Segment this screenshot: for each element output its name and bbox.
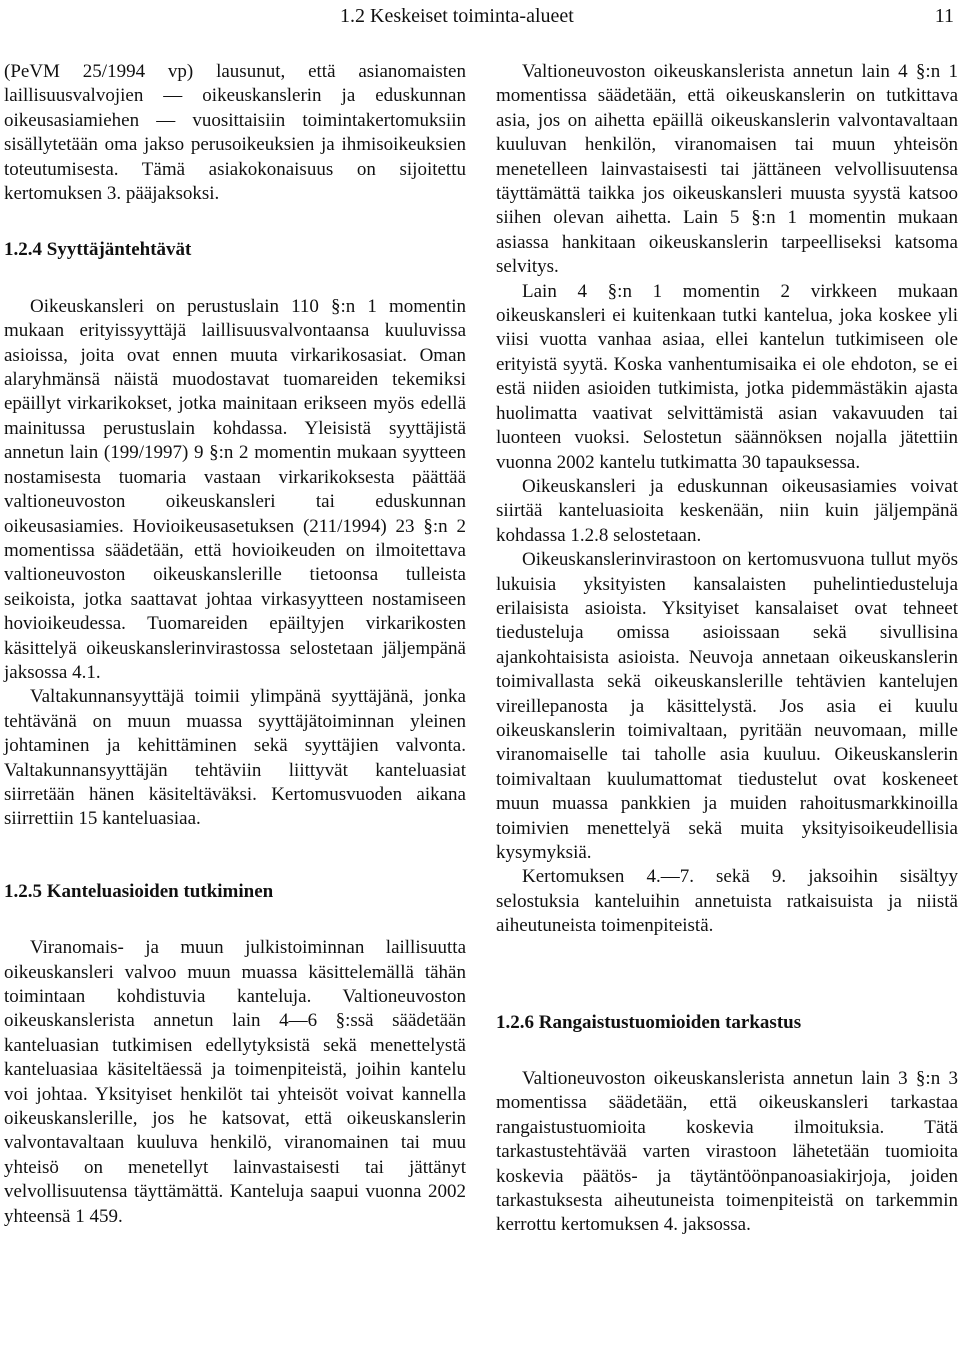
paragraph: Kertomuksen 4.—7. sekä 9. jaksoihin sisältyy selostuksia kanteluihin annetuista ratkaisuista ja niistä aiheutuneista toimenpiteistä. xyxy=(496,866,958,937)
left-column xyxy=(4,60,466,1229)
paragraph: Oikeuskansleri ja eduskunnan oikeusasiamies voivat siirtää kanteluasioita keskenään, niin kuin jäljempänä kohdassa 1.2.8 selostetaan. xyxy=(496,475,958,546)
paragraph: Valtioneuvoston oikeuskanslerista annetun lain 4 §:n 1 momentissa säädetään, että oikeuskanslerin on tutkittava asia, jos on aihetta epäillä oikeuskanslerin valvontavaltaan kuuluvan henkilön, viranomaisen tai muun yhteisön menetelleen lainvastaisesti tai jättäneen velvollisuutensa täyttämättä taikka jos oikeuskansleri muusta syystä katsoo siihen olevan aihetta. Lain 5 §:n 1 momentin mukaan asiassa hankitaan oikeuskanslerin tarpeelliseksi katsoma selvitys. xyxy=(496,61,958,278)
running-header xyxy=(0,0,960,32)
paragraph: Oikeuskanslerinvirastoon on kertomusvuona tullut myös lukuisia yksityisten kansalaisten puhelintiedusteluja erilaisista asioista. Yksityiset kansalaiset ovat tehneet tiedusteluja omissa asioissaan sekä sivullisina ajankohtaisista asioista. Neuvoja annetaan oikeuskanslerin toimivallasta sekä oikeuskanslerille tehtävien kantelujen vireillepanosta ja käsittelystä. Jos asia ei kuulu oikeuskanslerin toimivaltaan, pyritään neuvomaan, mille viranomaiselle tai taholle asia kuuluu. Oikeuskanslerin toimivaltaan kuulumattomat tiedustelut ovat koskeneet muun muassa pankkien ja muiden rahoitusmarkkinoilla toimivien menettelyä sekä muita yksityisoikeudellisia kysymyksiä. xyxy=(496,549,958,863)
intro-paragraph: (PeVM 25/1994 vp) lausunut, että asianomaisten laillisuusvalvojien — oikeuskanslerin ja eduskunnan oikeusasiamiehen — vuosittaisiin toimintakertomuksiin sisällytetään oma jakso perusoikeuksien ja ihmisoikeuksien toteutumisesta. Tämä asiakokonaisuus on sijoitettu kertomuksen 3. pääjaksoksi. xyxy=(4,61,466,205)
section-heading-1-2-5: 1.2.5 Kanteluasioiden tutkiminen xyxy=(4,880,274,902)
right-column xyxy=(496,60,958,1238)
paragraph: Valtakunnansyyttäjä toimii ylimpänä syyttäjänä, jonka tehtävänä on muun muassa syyttäjätoiminnan yleinen johtaminen ja kehittäminen sekä syyttäjien valvonta. Valtakunnansyyttäjän tehtäviin liittyvät kanteluasiat siirretään hänen käsiteltäväksi. Kertomusvuoden aikana siirrettiin 15 kanteluasiaa. xyxy=(4,686,466,830)
paragraph: Oikeuskansleri on perustuslain 110 §:n 1 momentin mukaan erityissyyttäjä laillisuusvalvontaansa kuuluvissa asioissa, joita ovat ennen muuta virkarikosasiat. Oman alaryhmänsä näistä muodostavat tuomareiden tekemiksi epäillyt virkarikokset, jotka mainitaan erikseen myös edellä mainitussa perustuslain kohdassa. Yleisistä syyttäjistä annetun lain (199/1997) 9 §:n 2 momentin mukaan syytteen nostamisesta tuomaria vastaan virkarikoksesta päättää valtioneuvoston oikeuskansleri tai eduskunnan oikeusasiamies. Hovioikeusasetuksen (211/1994) 23 §:n 2 momentissa säädetään, että hovioikeuden on ilmoitettava valtioneuvoston oikeuskanslerille tietoonsa tulleista seikoista, jotka saattavat johtaa virkasyytteen nostamiseen hovioikeudessa. Tuomareiden epäiltyjen virkarikosten käsittelyä oikeuskanslerinvirastossa selostetaan jäljempänä jaksossa 4.1. xyxy=(4,295,466,683)
paragraph: Viranomais- ja muun julkistoiminnan laillisuutta oikeuskansleri valvoo muun muassa käsittelemällä tähän toimintaan kohdistuvia kanteluja. Valtioneuvoston oikeuskanslerista annetun lain 4—6 §:ssä säädetään kanteluasian tutkimisen edellytyksistä sekä menettelystä kanteluasiaa käsiteltäessä ja toimenpiteistä, joihin kantelu voi johtaa. Yksityiset henkilöt tai yhteisöt voivat kannella oikeuskanslerille, jos he katsovat, että oikeuskanslerin valvontavaltaan kuuluva henkilö, viranomainen tai muu yhteisö on menetellyt lainvastaisesti tai jättänyt velvollisuutensa täyttämättä. Kanteluja saapui vuonna 2002 yhteensä 1 459. xyxy=(4,937,466,1227)
paragraph: Lain 4 §:n 1 momentin 2 virkkeen mukaan oikeuskansleri ei kuitenkaan tutki kantelua, joka koskee yli viisi vuotta vanhaa asiaa, ellei kantelun tutkimiseen ole erityistä syytä. Koska vanhentumisaika ei ole ehdoton, se ei estä niiden asioiden tutkimista, jotka pidemmästäkin ajasta huolimatta vaativat selvittämistä asian vakavuuden tai luonteen vuoksi. Selostetun säännöksen nojalla jätettiin vuonna 2002 kantelu tutkimatta 30 tapauksessa. xyxy=(496,280,958,473)
running-title: 1.2 Keskeiset toiminta-alueet xyxy=(340,5,574,27)
section-heading-1-2-6: 1.2.6 Rangaistustuomioiden tarkastus xyxy=(496,1011,802,1033)
paragraph: Valtioneuvoston oikeuskanslerista annetun lain 3 §:n 3 momentissa säädetään, että oikeuskansleri tarkastaa rangaistustuomioita koskevia ilmoituksia. Tätä tarkastustehtävää varten virastoon lähetetään tuomioita koskevia päätös- ja täytäntöönpanoasiakirjoja, joiden tarkastuksesta aiheutuneista toimenpiteistä on tarkemmin kerrottu kertomuksen 4. jaksossa. xyxy=(496,1068,958,1236)
page-number: 11 xyxy=(934,5,954,27)
section-heading-1-2-4: 1.2.4 Syyttäjäntehtävät xyxy=(4,239,192,261)
